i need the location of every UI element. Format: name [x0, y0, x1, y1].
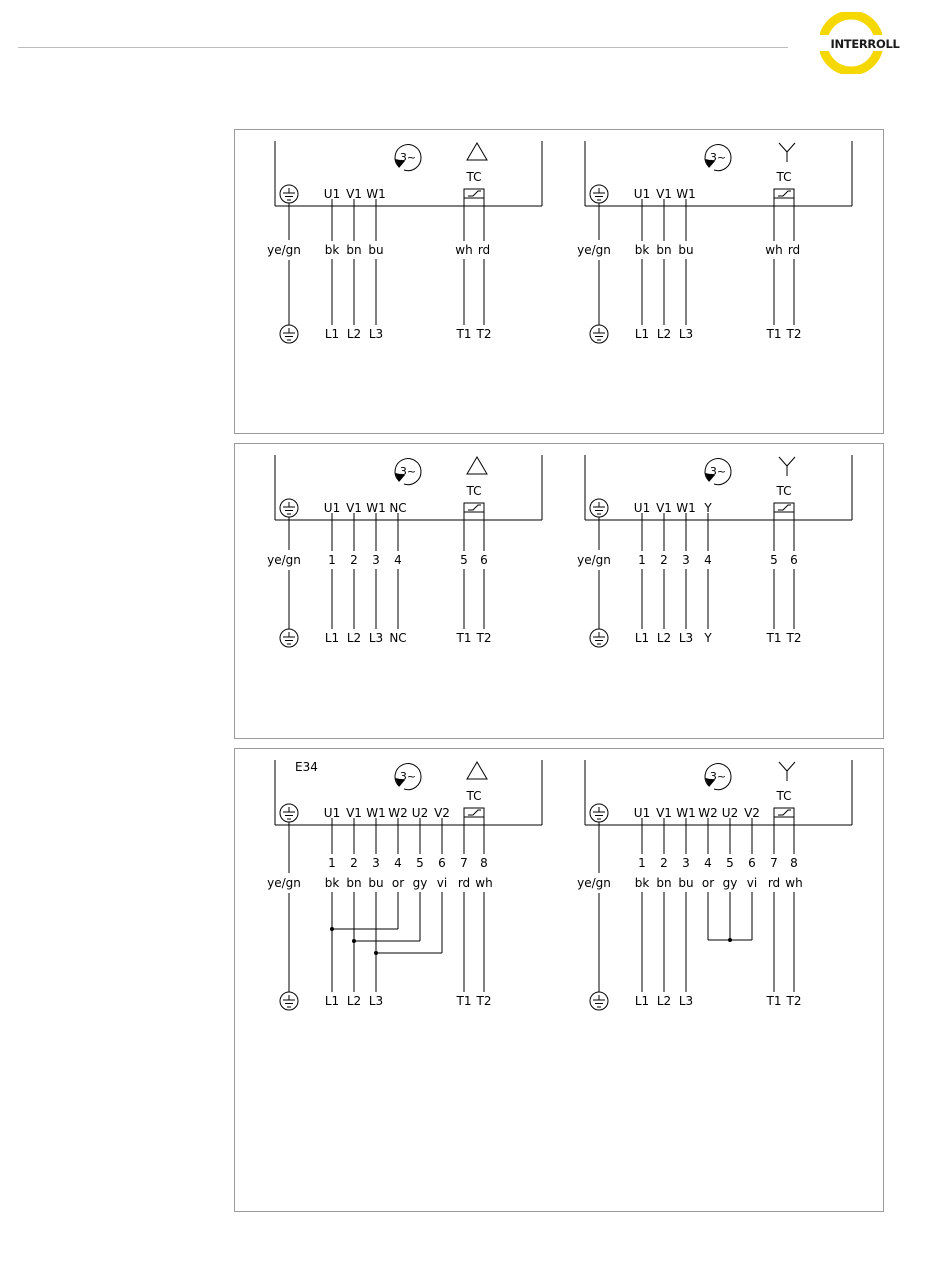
line-label: L3	[368, 327, 384, 341]
ground-color-label: ye/gn	[267, 553, 301, 567]
terminal-label-w1: W1	[676, 187, 696, 201]
wire-number: 6	[438, 856, 446, 870]
tc-wire-number: 8	[480, 856, 488, 870]
wire-label: vi	[746, 876, 758, 890]
wire-label: bk	[324, 876, 340, 890]
panel-numbered-wiring	[234, 443, 884, 739]
wire-label: bn	[656, 876, 672, 890]
tc-label: TC	[776, 789, 792, 803]
wire-number: 3	[682, 856, 690, 870]
wire-label: 4	[394, 553, 402, 567]
ground-icon	[280, 325, 298, 343]
line-label: L2	[346, 327, 362, 341]
delta-symbol-icon	[467, 457, 487, 474]
terminal-label-u1: U1	[633, 187, 651, 201]
tc-wire-label: wh	[475, 876, 493, 890]
delta-symbol-icon	[467, 143, 487, 160]
tc-line-label: T1	[456, 631, 472, 645]
wire-label: bn	[656, 243, 672, 257]
rotation-3phase-icon	[395, 459, 421, 485]
tc-line-label: T2	[476, 631, 492, 645]
wiring-diagram-panel-1	[235, 130, 885, 435]
wire-number: 3	[372, 856, 380, 870]
line-label: L3	[368, 994, 384, 1008]
terminal-label-u2: U2	[411, 806, 429, 820]
rotation-3phase-icon	[705, 764, 731, 790]
svg-text:INTERROLL: INTERROLL	[830, 37, 900, 51]
ground-icon	[590, 185, 608, 203]
line-label: L2	[346, 631, 362, 645]
ground-color-label: ye/gn	[577, 553, 611, 567]
star-point-dot	[728, 938, 732, 942]
wire-label: or	[391, 876, 405, 890]
thermal-contact-icon	[464, 189, 484, 198]
rotation-3phase-icon	[395, 145, 421, 171]
terminal-label-w2: W2	[388, 806, 408, 820]
tc-line-label: T1	[766, 631, 782, 645]
svg-text:3~: 3~	[399, 151, 417, 164]
tc-line-label: T1	[456, 994, 472, 1008]
wire-label: 2	[660, 553, 668, 567]
tc-wire-number: 8	[790, 856, 798, 870]
line-label: L3	[678, 994, 694, 1008]
terminal-label-v1: V1	[656, 187, 672, 201]
line-label: L1	[324, 631, 340, 645]
panel-standard-wiring	[234, 129, 884, 434]
line-label: L1	[634, 327, 650, 341]
tc-wire-label: rd	[457, 876, 471, 890]
ground-icon	[590, 629, 608, 647]
terminal-label-v1: V1	[346, 806, 362, 820]
terminal-label-u2: U2	[721, 806, 739, 820]
tc-wire-label: wh	[785, 876, 803, 890]
line-label: Y	[704, 631, 712, 645]
star-symbol-icon	[779, 762, 795, 781]
thermal-contact-icon	[464, 503, 484, 512]
tc-line-label: T1	[456, 327, 472, 341]
thermal-contact-icon	[774, 808, 794, 817]
terminal-label-u1: U1	[633, 806, 651, 820]
wire-label: 4	[704, 553, 712, 567]
tc-wire-label: rd	[787, 243, 801, 257]
ground-icon	[590, 804, 608, 822]
thermal-contact-icon	[464, 808, 484, 817]
wire-label: bu	[368, 876, 384, 890]
terminal-label-w1: W1	[366, 187, 386, 201]
tc-line-label: T2	[786, 631, 802, 645]
star-symbol-icon	[779, 457, 795, 476]
wire-number: 5	[726, 856, 734, 870]
thermal-contact-icon	[774, 189, 794, 198]
ground-color-label: ye/gn	[267, 243, 301, 257]
tc-line-label: T2	[476, 994, 492, 1008]
line-label: L2	[346, 994, 362, 1008]
tc-line-label: T1	[766, 327, 782, 341]
rotation-3phase-icon	[705, 145, 731, 171]
line-label: L2	[656, 327, 672, 341]
terminal-label-w1: W1	[366, 806, 386, 820]
wire-label: bk	[324, 243, 340, 257]
ground-icon	[590, 499, 608, 517]
wire-label: 1	[638, 553, 646, 567]
header-rule	[18, 47, 788, 48]
wire-number: 1	[638, 856, 646, 870]
panel-e34-wiring	[234, 748, 884, 1212]
terminal-label-w1: W1	[676, 806, 696, 820]
tc-label: TC	[466, 484, 482, 498]
tc-line-label: T1	[766, 994, 782, 1008]
wire-label: bn	[346, 876, 362, 890]
terminal-label-v1: V1	[346, 187, 362, 201]
wire-label: bu	[368, 243, 384, 257]
wire-label: or	[701, 876, 715, 890]
wire-label: bn	[346, 243, 362, 257]
line-label: L3	[678, 327, 694, 341]
wire-label: vi	[436, 876, 448, 890]
ground-color-label: ye/gn	[267, 876, 301, 890]
junction-dot	[374, 951, 378, 955]
rotation-3phase-icon	[395, 764, 421, 790]
tc-wire-label: wh	[455, 243, 473, 257]
line-label: L1	[324, 994, 340, 1008]
wire-number: 4	[394, 856, 402, 870]
svg-text:3~: 3~	[709, 151, 727, 164]
wire-number: 5	[416, 856, 424, 870]
tc-line-label: T2	[786, 327, 802, 341]
line-label: L3	[678, 631, 694, 645]
svg-text:3~: 3~	[709, 770, 727, 783]
rotation-3phase-icon	[705, 459, 731, 485]
wire-label: gy	[722, 876, 738, 890]
line-label: L2	[656, 994, 672, 1008]
wire-label: gy	[412, 876, 428, 890]
svg-text:3~: 3~	[399, 465, 417, 478]
tc-wire-label: 5	[770, 553, 778, 567]
terminal-label-w1: W1	[676, 501, 696, 515]
terminal-label-v2: V2	[744, 806, 760, 820]
terminal-label-v2: V2	[434, 806, 450, 820]
tc-wire-number: 7	[460, 856, 468, 870]
wire-label: bk	[634, 243, 650, 257]
tc-line-label: T2	[476, 327, 492, 341]
delta-symbol-icon	[467, 762, 487, 779]
terminal-label-u1: U1	[323, 501, 341, 515]
tc-wire-label: rd	[767, 876, 781, 890]
wire-label: bk	[634, 876, 650, 890]
junction-dot	[352, 939, 356, 943]
ground-icon	[280, 804, 298, 822]
junction-dot	[330, 927, 334, 931]
wiring-diagram-panel-3	[235, 749, 885, 1213]
ground-icon	[280, 992, 298, 1010]
wire-number: 2	[350, 856, 358, 870]
wire-number: 6	[748, 856, 756, 870]
tc-wire-label: 6	[480, 553, 488, 567]
thermal-contact-icon	[774, 503, 794, 512]
line-label: L2	[656, 631, 672, 645]
terminal-label-v1: V1	[346, 501, 362, 515]
interroll-logo	[820, 12, 910, 74]
tc-wire-label: 6	[790, 553, 798, 567]
terminal-label-u1: U1	[323, 187, 341, 201]
ground-icon	[280, 185, 298, 203]
ground-icon	[590, 992, 608, 1010]
star-symbol-icon	[779, 143, 795, 162]
svg-text:3~: 3~	[399, 770, 417, 783]
terminal-label-v1: V1	[656, 806, 672, 820]
ground-color-label: ye/gn	[577, 243, 611, 257]
terminal-label-y: Y	[704, 501, 712, 515]
line-label: L1	[324, 327, 340, 341]
wire-label: 3	[682, 553, 690, 567]
ground-color-label: ye/gn	[577, 876, 611, 890]
ground-icon	[280, 499, 298, 517]
tc-label: TC	[466, 170, 482, 184]
wire-label: 2	[350, 553, 358, 567]
wiring-diagram-panel-2	[235, 444, 885, 740]
tc-wire-label: 5	[460, 553, 468, 567]
tc-wire-number: 7	[770, 856, 778, 870]
terminal-label-w1: W1	[366, 501, 386, 515]
ground-icon	[590, 325, 608, 343]
wire-label: bu	[678, 876, 694, 890]
terminal-label-w2: W2	[698, 806, 718, 820]
line-label: L1	[634, 994, 650, 1008]
svg-text:3~: 3~	[709, 465, 727, 478]
wire-label: 1	[328, 553, 336, 567]
terminal-label-nc: NC	[389, 501, 407, 515]
line-label: L3	[368, 631, 384, 645]
tc-wire-label: rd	[477, 243, 491, 257]
panel-label: E34	[295, 760, 318, 774]
tc-label: TC	[776, 484, 792, 498]
tc-line-label: T2	[786, 994, 802, 1008]
line-label: NC	[389, 631, 407, 645]
wire-number: 4	[704, 856, 712, 870]
tc-label: TC	[776, 170, 792, 184]
terminal-label-u1: U1	[323, 806, 341, 820]
wire-number: 2	[660, 856, 668, 870]
wire-label: 3	[372, 553, 380, 567]
wire-label: bu	[678, 243, 694, 257]
wire-number: 1	[328, 856, 336, 870]
tc-wire-label: wh	[765, 243, 783, 257]
terminal-label-u1: U1	[633, 501, 651, 515]
line-label: L1	[634, 631, 650, 645]
terminal-label-v1: V1	[656, 501, 672, 515]
tc-label: TC	[466, 789, 482, 803]
ground-icon	[280, 629, 298, 647]
